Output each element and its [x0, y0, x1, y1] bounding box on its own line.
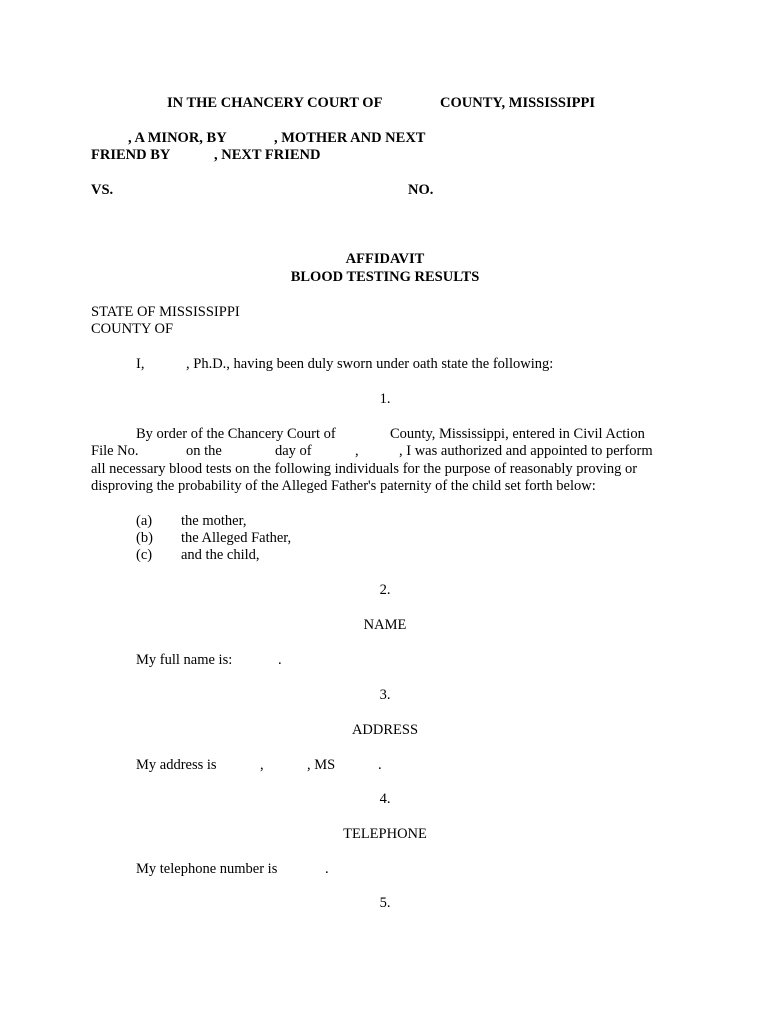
- address-state: , MS: [307, 757, 336, 773]
- para1-line1a: By order of the Chancery Court of: [136, 426, 336, 442]
- para1-comma: ,: [355, 443, 359, 459]
- list-marker: (c): [136, 547, 153, 563]
- court-caption-suffix: COUNTY, MISSISSIPPI: [440, 95, 595, 111]
- venue-state: STATE OF MISSISSIPPI: [91, 304, 240, 320]
- venue-county: COUNTY OF: [91, 321, 174, 337]
- list-item: the mother,: [181, 513, 247, 529]
- document-title: AFFIDAVIT: [345, 251, 425, 267]
- address-comma: ,: [260, 757, 264, 773]
- list-marker: (a): [136, 513, 153, 529]
- section-heading-name: NAME: [363, 617, 407, 633]
- para1-day-of: day of: [275, 443, 312, 459]
- list-item: the Alleged Father,: [181, 530, 292, 546]
- telephone-statement: My telephone number is: [136, 861, 278, 877]
- para1-line4: disproving the probability of the Alleged Father's paternity of the child set forth below:: [91, 478, 596, 494]
- section-number: 2.: [379, 582, 391, 598]
- section-number: 4.: [379, 791, 391, 807]
- plaintiff-next-friend: , NEXT FRIEND: [214, 147, 321, 163]
- section-heading-address: ADDRESS: [351, 722, 419, 738]
- name-statement: My full name is:: [136, 652, 233, 668]
- section-number: 3.: [379, 687, 391, 703]
- address-end: .: [378, 757, 382, 773]
- plaintiff-friend-by: FRIEND BY: [91, 147, 171, 163]
- address-statement: My address is: [136, 757, 217, 773]
- section-heading-telephone: TELEPHONE: [343, 826, 427, 842]
- document-subtitle: BLOOD TESTING RESULTS: [290, 269, 480, 285]
- list-marker: (b): [136, 530, 153, 546]
- name-statement-end: .: [278, 652, 282, 668]
- para1-file-no: File No.: [91, 443, 139, 459]
- oath-i: I,: [136, 356, 145, 372]
- plaintiff-minor: , A MINOR, BY: [128, 130, 227, 146]
- plaintiff-mother: , MOTHER AND NEXT: [274, 130, 426, 146]
- oath-statement: , Ph.D., having been duly sworn under oath state the following:: [186, 356, 554, 372]
- case-number-label: NO.: [408, 182, 434, 198]
- telephone-end: .: [325, 861, 329, 877]
- section-number: 5.: [379, 895, 391, 911]
- para1-on-the: on the: [186, 443, 222, 459]
- para1-line1b: County, Mississippi, entered in Civil Action: [390, 426, 645, 442]
- para1-line3: all necessary blood tests on the following individuals for the purpose of reasonably proving or: [91, 461, 638, 477]
- list-item: and the child,: [181, 547, 260, 563]
- versus: VS.: [91, 182, 114, 198]
- para1-line2-rest: , I was authorized and appointed to perform: [399, 443, 653, 459]
- court-caption-prefix: IN THE CHANCERY COURT OF: [167, 95, 383, 111]
- section-number: 1.: [379, 391, 391, 407]
